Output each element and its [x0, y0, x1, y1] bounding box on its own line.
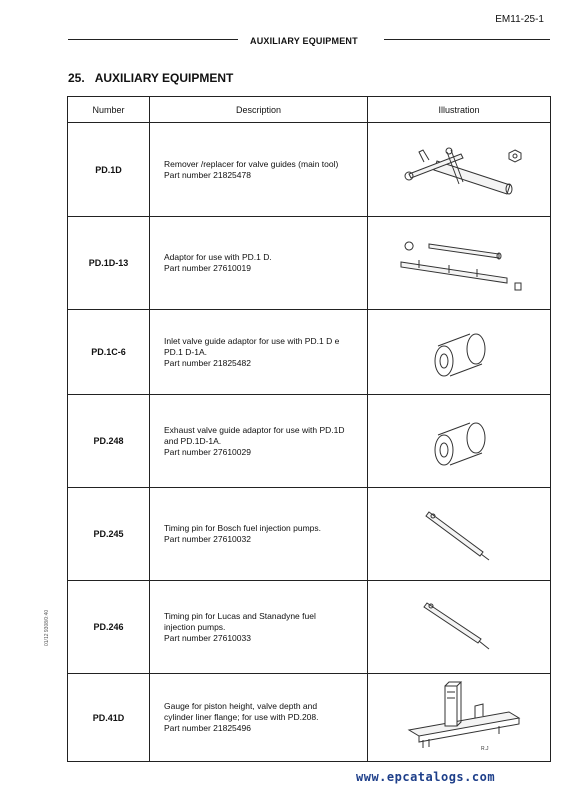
- watermark: www.epcatalogs.com: [356, 770, 496, 784]
- tool-illustration-cell: [368, 310, 551, 395]
- description-line: cylinder liner flange; for use with PD.208.: [164, 712, 319, 722]
- description-line: Timing pin for Lucas and Stanadyne fuel: [164, 610, 316, 621]
- tool-illustration-cell: [368, 395, 551, 488]
- timing-pin-illustration: [419, 504, 499, 564]
- tool-illustration-cell: [368, 674, 551, 762]
- svg-text:R.J: R.J: [481, 745, 489, 752]
- page-id: EM11-25-1: [495, 14, 544, 25]
- description-line: Inlet valve guide adaptor for use with PD.1 D e: [164, 335, 340, 346]
- table-row: [68, 674, 551, 762]
- tool-description: [150, 395, 368, 488]
- description-line: Part number 21825478: [164, 169, 251, 180]
- description-line: injection pumps.: [164, 621, 226, 632]
- column-header-description: Description: [150, 97, 368, 123]
- tool-number: PD.1D: [68, 123, 150, 217]
- tool-illustration-cell: [368, 217, 551, 310]
- section-number: 25.: [68, 71, 85, 85]
- section-title-text: AUXILIARY EQUIPMENT: [94, 71, 234, 85]
- description-line: Part number 27610019: [164, 263, 251, 273]
- header-rule-left: [68, 39, 238, 40]
- tool-number: PD.246: [68, 581, 150, 674]
- description-line: Part number 27610029: [164, 446, 251, 457]
- tool-number: PD.248: [68, 395, 150, 488]
- table-row: [68, 395, 551, 488]
- sleeve-illustration: [424, 411, 494, 471]
- description-line: Timing pin for Bosch fuel injection pumps.: [164, 523, 322, 533]
- description-line: Part number 21825482: [164, 357, 251, 368]
- tool-illustration-cell: [368, 123, 551, 217]
- table-row: [68, 217, 551, 310]
- description-line: Exhaust valve guide adaptor for use with PD.1D: [164, 424, 345, 435]
- header-rule-right: [384, 39, 550, 40]
- column-header-illustration: Illustration: [368, 97, 551, 123]
- adaptor-illustration: [389, 228, 529, 298]
- tool-description: [150, 581, 368, 674]
- margin-note: 01/12 9308/0:40: [44, 609, 50, 646]
- description-line: PD.1 D-1A.: [164, 346, 207, 357]
- sleeve-illustration: [424, 322, 494, 382]
- tool-number: PD.1D-13: [68, 217, 150, 310]
- description-line: Part number 27610033: [164, 632, 251, 643]
- gauge-illustration: [389, 678, 529, 758]
- tool-illustration-cell: [368, 488, 551, 581]
- table-row: [68, 488, 551, 581]
- tool-number: PD.41D: [68, 674, 150, 762]
- section-title: [68, 71, 233, 85]
- running-title: AUXILIARY EQUIPMENT: [250, 36, 358, 46]
- table-row: [68, 310, 551, 395]
- tool-description: [150, 123, 368, 217]
- tool-description: [150, 310, 368, 395]
- description-line: Part number 21825496: [164, 723, 251, 733]
- table-row: [68, 581, 551, 674]
- tool-illustration-cell: [368, 581, 551, 674]
- description-line: and PD.1D-1A.: [164, 435, 222, 446]
- equipment-table: [67, 96, 551, 762]
- table-row: [68, 123, 551, 217]
- column-header-number: Number: [68, 97, 150, 123]
- description-line: Adaptor for use with PD.1 D.: [164, 252, 272, 262]
- tool-description: [150, 217, 368, 310]
- tool-number: PD.245: [68, 488, 150, 581]
- tool-number: PD.1C-6: [68, 310, 150, 395]
- description-line: Gauge for piston height, valve depth and: [164, 701, 318, 711]
- timing-pin-illustration: [419, 597, 499, 657]
- tool-description: [150, 674, 368, 762]
- table-header-row: [68, 97, 551, 123]
- valve-guide-remover-illustration: [389, 132, 529, 207]
- description-line: Remover /replacer for valve guides (main tool): [164, 158, 339, 169]
- description-line: Part number 27610032: [164, 534, 251, 544]
- tool-description: [150, 488, 368, 581]
